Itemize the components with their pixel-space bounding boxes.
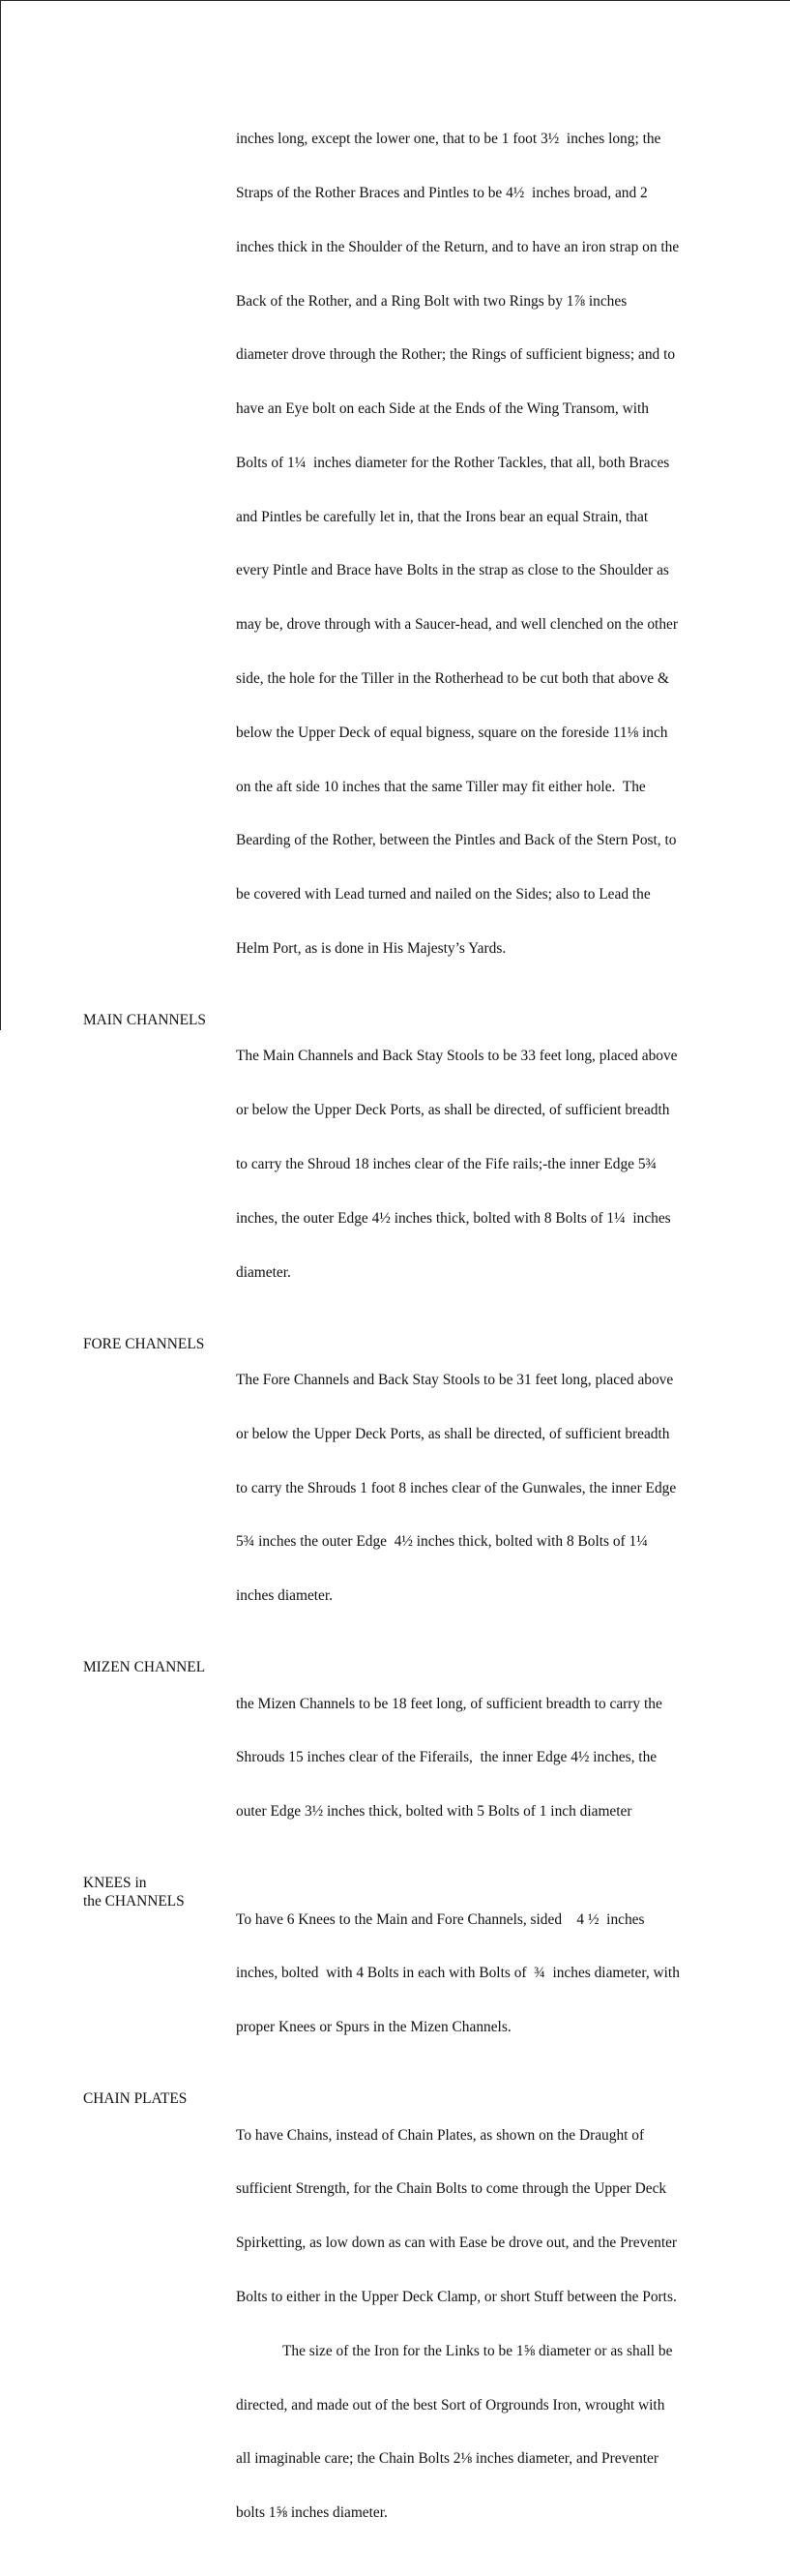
text-line: 5¾ inches the outer Edge 4½ inches thick, bolted with 8 Bolts of 1¼: [236, 1533, 648, 1551]
section-body-chain-plates: [236, 2090, 710, 2558]
section-label: [83, 95, 236, 994]
text-line: Helm Port, as is done in His Majesty’s Yards.: [236, 939, 507, 957]
text-line: To have 6 Knees to the Main and Fore Channels, sided 4 ½ inches: [236, 1910, 645, 1928]
section-body-fore-channels: [236, 1336, 710, 1642]
text-line: to carry the Shrouds 1 foot 8 inches clear of the Gunwales, the inner Edge: [236, 1479, 677, 1496]
text-line: to carry the Shroud 18 inches clear of the Fife rails;-the inner Edge 5¾: [236, 1155, 658, 1172]
text-line: all imaginable care; the Chain Bolts 2⅛ inches diameter, and Preventer: [236, 2450, 659, 2468]
text-line: diameter.: [236, 1263, 291, 1281]
text-line: and Pintles be carefully let in, that the Irons bear an equal Strain, that: [236, 508, 649, 525]
text-line: Bolts to either in the Upper Deck Clamp, or short Stuff between the Ports.: [236, 2288, 677, 2305]
text-line: have an Eye bolt on each Side at the Ends of the Wing Transom, with: [236, 400, 649, 418]
text-line: below the Upper Deck of equal bigness, square on the foreside 11⅛ inch: [236, 724, 668, 741]
section-label-main-channels: [83, 1012, 236, 1318]
label-line: MAIN CHANNELS: [83, 1012, 206, 1029]
text-line: Straps of the Rother Braces and Pintles to be 4½ inches broad, and 2: [236, 184, 648, 201]
section-rother-continuation: [83, 95, 712, 994]
text-line: inches thick in the Shoulder of the Return, and to have an iron strap on the: [236, 238, 680, 255]
text-line: inches, the outer Edge 4½ inches thick, bolted with 8 Bolts of 1¼ inches: [236, 1209, 671, 1227]
section-main-channels: [83, 1012, 712, 1318]
text-line: or below the Upper Deck Ports, as shall be directed, of sufficient breadth: [236, 1102, 670, 1119]
section-body: [236, 95, 710, 994]
text-line: directed, and made out of the best Sort of Orgrounds Iron, wrought with: [236, 2396, 665, 2413]
label-line: KNEES in: [83, 1875, 147, 1892]
text-line: the Mizen Channels to be 18 feet long, of sufficient breadth to carry the: [236, 1695, 662, 1712]
text-line: The Fore Channels and Back Stay Stools to be 31 feet long, placed above: [236, 1371, 674, 1388]
text-line: Bolts of 1¼ inches diameter for the Rother Tackles, that all, both Braces: [236, 454, 670, 471]
section-label-chain-plates: [83, 2090, 236, 2558]
text-line: side, the hole for the Tiller in the Rotherhead to be cut both that above &: [236, 670, 669, 687]
text-line: sufficient Strength, for the Chain Bolts to come through the Upper Deck: [236, 2180, 667, 2198]
section-body-main-channels: [236, 1012, 710, 1318]
text-line: may be, drove through with a Saucer-head, and well clenched on the other: [236, 616, 678, 634]
text-line: every Pintle and Brace have Bolts in the strap as close to the Shoulder as: [236, 562, 669, 579]
text-line: be covered with Lead turned and nailed on the Sides; also to Lead the: [236, 886, 651, 903]
label-line: the CHANNELS: [83, 1893, 185, 1910]
text-line-indented: The size of the Iron for the Links to be 1⅝ diameter or as shall be: [282, 2342, 673, 2359]
section-knees-in-channels: [83, 1875, 712, 2073]
section-mizen-channel: [83, 1659, 712, 1857]
document-content: [83, 95, 712, 2576]
text-line: or below the Upper Deck Ports, as shall be directed, of sufficient breadth: [236, 1425, 670, 1442]
label-line: CHAIN PLATES: [83, 2090, 188, 2108]
text-line: Back of the Rother, and a Ring Bolt with two Rings by 1⅞ inches: [236, 292, 628, 310]
text-line: To have Chains, instead of Chain Plates, as shown on the Draught of: [236, 2126, 645, 2144]
section-body-mizen-channel: [236, 1659, 710, 1857]
text-line: inches, bolted with 4 Bolts in each with Bolts of ¾ inches diameter, with: [236, 1965, 680, 1982]
text-line: inches diameter.: [236, 1587, 334, 1605]
text-line: outer Edge 3½ inches thick, bolted with 5 Bolts of 1 inch diameter: [236, 1803, 632, 1821]
text-line: proper Knees or Spurs in the Mizen Channels.: [236, 2019, 512, 2036]
text-line: The Main Channels and Back Stay Stools to be 33 feet long, placed above: [236, 1048, 678, 1065]
text-line: bolts 1⅝ inches diameter.: [236, 2504, 388, 2522]
text-line: Bearding of the Rother, between the Pintles and Back of the Stern Post, to: [236, 832, 677, 849]
text-line: Shrouds 15 inches clear of the Fiferails, the inner Edge 4½ inches, the: [236, 1749, 658, 1766]
text-line: on the aft side 10 inches that the same Tiller may fit either hole. The: [236, 778, 646, 795]
text-line: diameter drove through the Rother; the Rings of sufficient bigness; and to: [236, 346, 676, 364]
label-line: FORE CHANNELS: [83, 1335, 205, 1352]
label-line: MIZEN CHANNEL: [83, 1659, 206, 1676]
section-body-knees: [236, 1875, 710, 2073]
text-line: inches long, except the lower one, that to be 1 foot 3½ inches long; the: [236, 131, 661, 148]
section-label-mizen-channel: [83, 1659, 236, 1857]
text-line: Spirketting, as low down as can with Ease be drove out, and the Preventer: [236, 2235, 678, 2252]
section-fore-channels: [83, 1336, 712, 1642]
section-chain-plates: [83, 2090, 712, 2558]
section-label-fore-channels: [83, 1336, 236, 1642]
section-label-knees: [83, 1875, 236, 2073]
